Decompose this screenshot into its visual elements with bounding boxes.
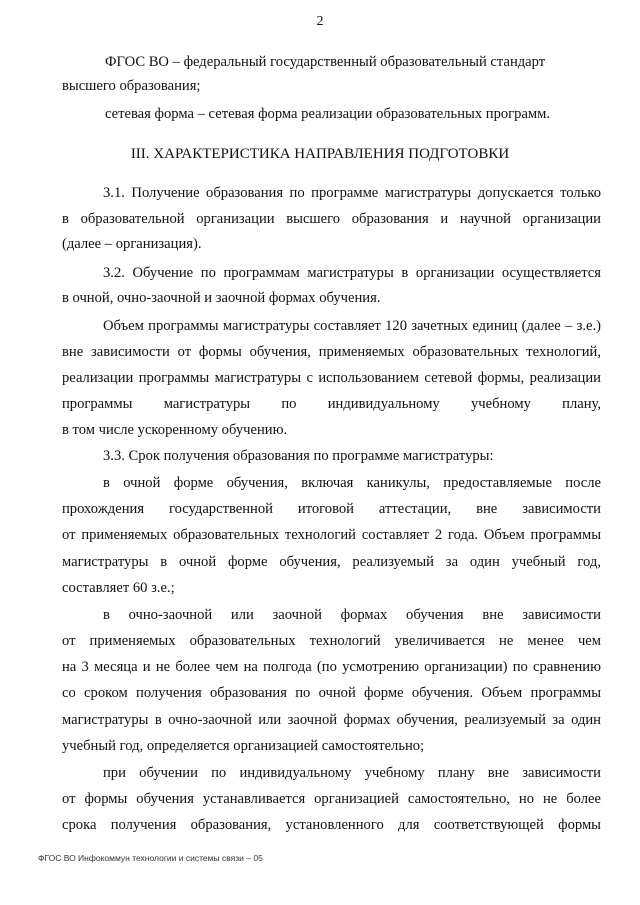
- paragraph-line: при обучении по индивидуальному учебному плану вне зависимости: [103, 765, 601, 781]
- page-number: 2: [316, 14, 324, 29]
- paragraph-line: от применяемых образовательных технологий составляет 2 года. Объем программы: [62, 527, 601, 543]
- paragraph-line: со сроком получения образования по очной форме обучения. Объем программы: [62, 685, 601, 701]
- paragraph-line: составляет 60 з.е.;: [62, 580, 175, 596]
- definition-line: ФГОС ВО – федеральный государственный образовательный стандарт: [105, 54, 546, 70]
- paragraph-line: в очно-заочной или заочной формах обучения вне зависимости: [103, 607, 601, 623]
- footer-text: ФГОС ВО Инфокоммун технологии и системы связи – 05: [38, 853, 263, 863]
- definition-line: высшего образования;: [62, 78, 201, 94]
- paragraph-line: от применяемых образовательных технологий увеличивается не менее чем: [62, 633, 601, 649]
- paragraph-line: на 3 месяца и не более чем на полгода (по усмотрению организации) по сравнению: [62, 659, 601, 675]
- paragraph-line: Объем программы магистратуры составляет 120 зачетных единиц (далее – з.е.): [103, 318, 601, 334]
- paragraph-line: вне зависимости от формы обучения, применяемых образовательных технологий,: [62, 344, 601, 360]
- paragraph-line: программы магистратуры по индивидуальному учебному плану,: [62, 396, 601, 412]
- paragraph-line: 3.1. Получение образования по программе магистратуры допускается только: [103, 185, 601, 201]
- paragraph-line: в том числе ускоренному обучению.: [62, 422, 288, 438]
- paragraph-line: 3.2. Обучение по программам магистратуры в организации осуществляется: [103, 265, 601, 281]
- paragraph-line: в образовательной организации высшего образования и научной организации: [62, 211, 601, 227]
- paragraph-line: прохождения государственной итоговой аттестации, вне зависимости: [62, 501, 601, 517]
- paragraph-line: срока получения образования, установленного для соответствующей формы: [62, 817, 601, 833]
- definition-line: сетевая форма – сетевая форма реализации образовательных программ.: [105, 106, 551, 122]
- section-heading: III. ХАРАКТЕРИСТИКА НАПРАВЛЕНИЯ ПОДГОТОВКИ: [130, 146, 510, 162]
- paragraph-line: 3.3. Срок получения образования по программе магистратуры:: [103, 448, 494, 464]
- paragraph-line: в очной, очно-заочной и заочной формах обучения.: [62, 290, 381, 306]
- paragraph-line: от формы обучения устанавливается организацией самостоятельно, но не более: [62, 791, 601, 807]
- paragraph-line: магистратуры в очно-заочной или заочной формах обучения, реализуемый за один: [62, 712, 601, 728]
- paragraph-line: реализации программы магистратуры с использованием сетевой формы, реализации: [62, 370, 601, 386]
- paragraph-line: учебный год, определяется организацией самостоятельно;: [62, 738, 425, 754]
- paragraph-line: магистратуры в очной форме обучения, реализуемый за один учебный год,: [62, 554, 601, 570]
- paragraph-line: в очной форме обучения, включая каникулы, предоставляемые после: [103, 475, 601, 491]
- paragraph-line: (далее – организация).: [62, 236, 202, 252]
